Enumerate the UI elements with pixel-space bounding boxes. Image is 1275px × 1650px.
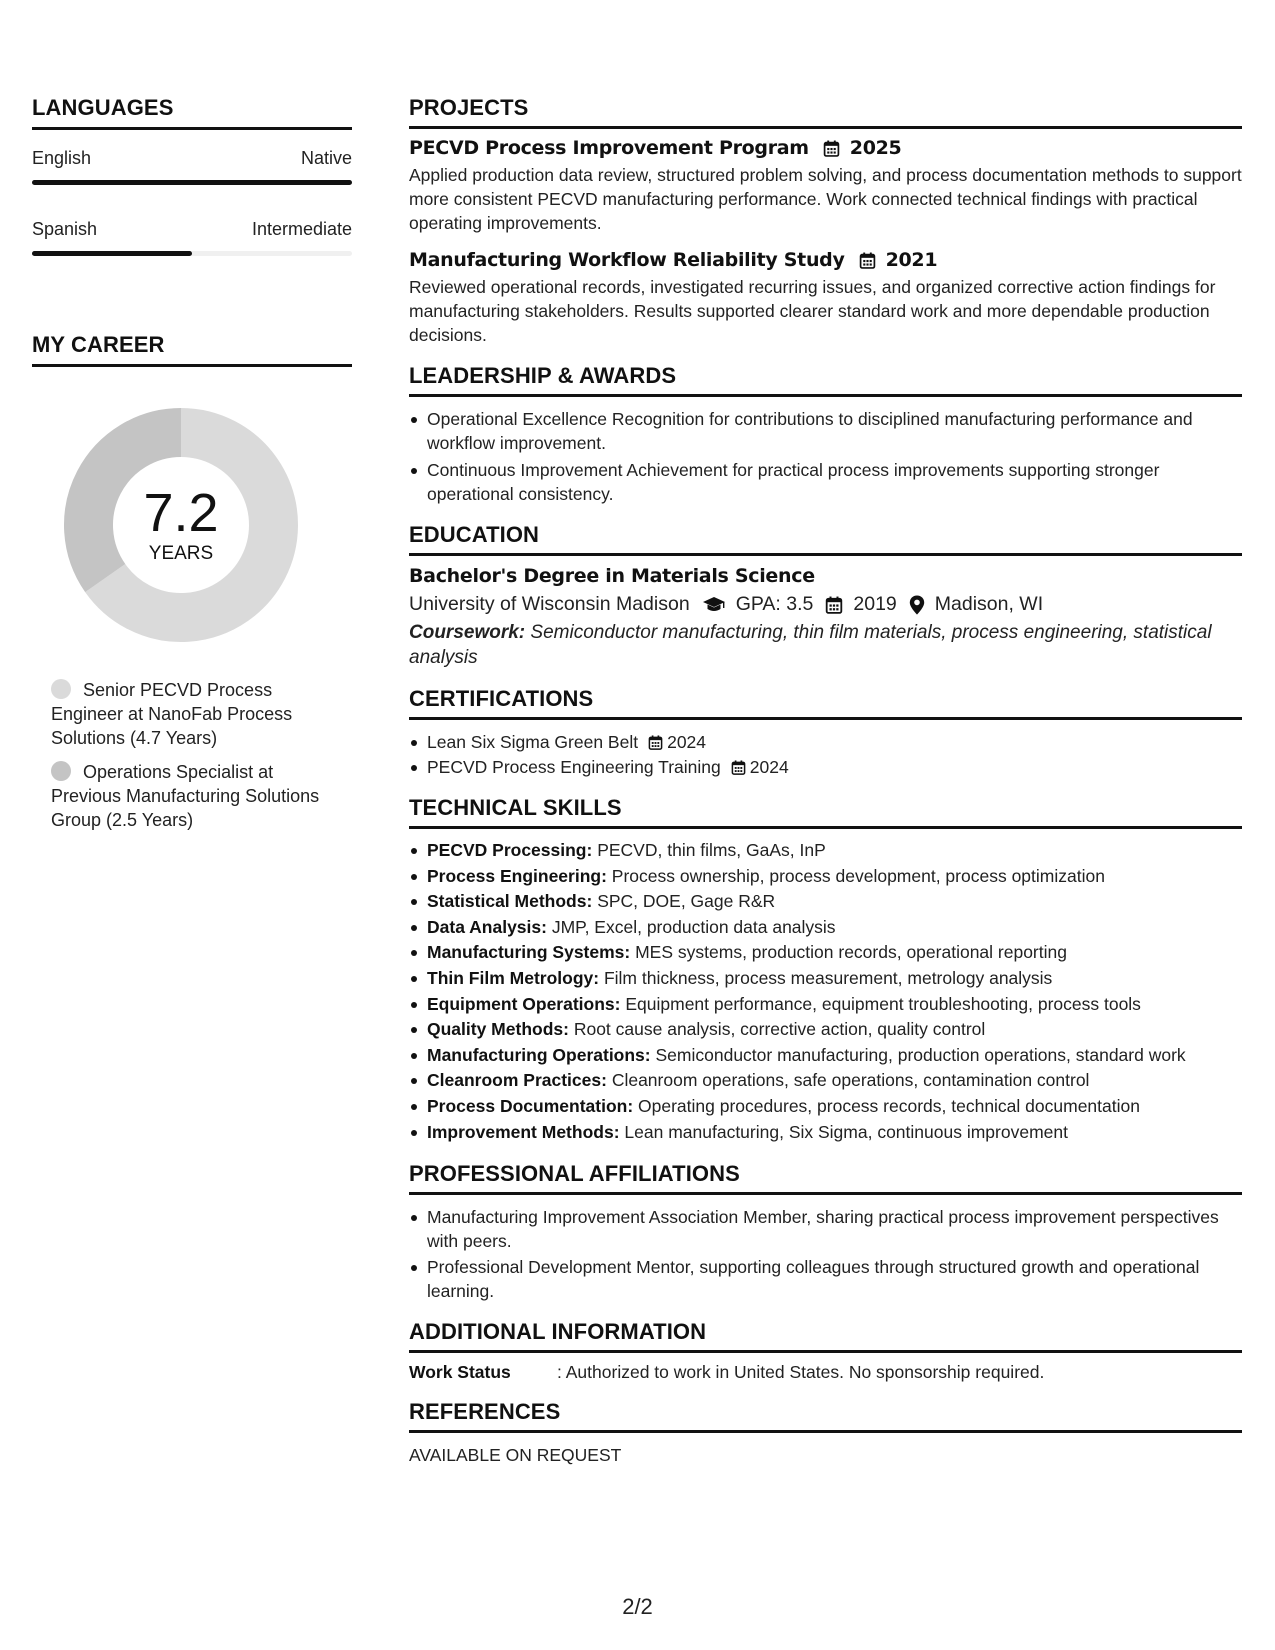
list-item xyxy=(409,1017,1242,1043)
skill-label: Quality Methods: xyxy=(427,1019,569,1040)
skill-label: Equipment Operations: xyxy=(427,993,621,1014)
coursework-label: Coursework: xyxy=(409,622,526,643)
graduation-cap-icon xyxy=(702,596,726,614)
skill-value: Cleanroom operations, safe operations, contamination control xyxy=(611,1070,1090,1091)
education-degree: Bachelor's Degree in Materials Science xyxy=(409,565,815,587)
certification-name: Lean Six Sigma Green Belt xyxy=(427,732,639,752)
list-item xyxy=(409,838,1242,864)
language-bar xyxy=(32,180,352,185)
work-status-row xyxy=(409,1362,1242,1383)
certifications-section xyxy=(409,686,1242,779)
skills-title: TECHNICAL SKILLS xyxy=(409,795,1242,829)
project-year: 2021 xyxy=(885,249,938,271)
project-description: Applied production data review, structured problem solving, and process documentation methods to support more consistent PECVD manufacturing performance. Work connected technical findings with practical operating improvements. xyxy=(409,165,1242,233)
skill-value: MES systems, production records, operational reporting xyxy=(635,942,1067,963)
calendar-icon xyxy=(731,760,746,775)
education-location: Madison, WI xyxy=(934,593,1044,615)
career-legend-label: Senior PECVD Process Engineer at NanoFab Process Solutions (4.7 Years) xyxy=(51,680,293,748)
skill-label: Statistical Methods: xyxy=(427,891,593,912)
coursework-text: Semiconductor manufacturing, thin film materials, process engineering, statistical analysis xyxy=(409,622,1212,668)
list-item xyxy=(409,1068,1242,1094)
language-name: English xyxy=(32,148,92,168)
legend-dot xyxy=(51,761,71,781)
project-item xyxy=(409,137,1242,235)
education-gpa: GPA: 3.5 xyxy=(735,593,814,615)
career-title: MY CAREER xyxy=(32,332,352,367)
project-item xyxy=(409,249,1242,347)
legend-dot xyxy=(51,679,71,699)
language-item xyxy=(32,219,352,256)
language-name: Spanish xyxy=(32,219,98,239)
certification-name: PECVD Process Engineering Training xyxy=(427,757,721,777)
list-item xyxy=(409,915,1242,941)
education-year: 2019 xyxy=(853,593,897,615)
additional-title: ADDITIONAL INFORMATION xyxy=(409,1319,1242,1353)
certifications-title: CERTIFICATIONS xyxy=(409,686,1242,720)
calendar-icon xyxy=(825,596,843,614)
references-section xyxy=(409,1399,1242,1466)
list-item xyxy=(409,730,1242,754)
list-item xyxy=(409,889,1242,915)
list-item xyxy=(409,992,1242,1018)
language-bar-fill xyxy=(32,251,192,256)
language-level: Native xyxy=(300,148,352,168)
list-item xyxy=(409,864,1242,890)
references-title: REFERENCES xyxy=(409,1399,1242,1433)
affiliations-title: PROFESSIONAL AFFILIATIONS xyxy=(409,1161,1242,1195)
sidebar xyxy=(32,95,352,842)
skill-value: PECVD, thin films, GaAs, InP xyxy=(597,840,826,860)
skill-label: Manufacturing Systems: xyxy=(427,942,631,963)
career-legend xyxy=(51,678,321,832)
leadership-section xyxy=(409,363,1242,506)
main-content xyxy=(409,95,1242,1466)
skill-value: Process ownership, process development, process optimization xyxy=(611,865,1105,886)
education-coursework xyxy=(409,620,1242,670)
list-item xyxy=(409,1094,1242,1120)
leadership-title: LEADERSHIP & AWARDS xyxy=(409,363,1242,397)
language-bar xyxy=(32,251,352,256)
list-item: Manufacturing Improvement Association Member, sharing practical process improvement perspectives with peers. xyxy=(409,1205,1242,1253)
list-item xyxy=(409,940,1242,966)
skill-value: Operating procedures, process records, technical documentation xyxy=(638,1095,1140,1116)
skill-label: Process Documentation: xyxy=(427,1095,634,1116)
list-item xyxy=(409,1120,1242,1146)
work-status-value: : Authorized to work in United States. No sponsorship required. xyxy=(557,1362,1045,1383)
career-donut-chart xyxy=(56,400,306,650)
calendar-icon xyxy=(823,140,840,157)
education-section xyxy=(409,522,1242,670)
references-text: AVAILABLE ON REQUEST xyxy=(409,1445,622,1466)
projects-title: PROJECTS xyxy=(409,95,1242,129)
list-item: Continuous Improvement Achievement for practical process improvements supporting stronger operational consistency. xyxy=(409,458,1242,506)
language-level: Intermediate xyxy=(251,219,352,239)
skill-label: PECVD Processing: xyxy=(427,840,593,860)
languages-title: LANGUAGES xyxy=(32,95,352,130)
certification-year: 2024 xyxy=(667,732,707,752)
project-name: PECVD Process Improvement Program xyxy=(409,137,809,159)
skill-value: SPC, DOE, Gage R&R xyxy=(597,891,776,912)
page-number: 2/2 xyxy=(622,1594,653,1619)
career-legend-item xyxy=(51,760,321,832)
skill-value: JMP, Excel, production data analysis xyxy=(551,916,836,937)
project-description: Reviewed operational records, investigated recurring issues, and organized corrective action findings for manufacturing stakeholders. Results supported clearer standard work and more dependable production decisions. xyxy=(409,277,1216,345)
calendar-icon xyxy=(859,252,876,269)
skill-value: Semiconductor manufacturing, production operations, standard work xyxy=(655,1044,1186,1065)
project-name: Manufacturing Workflow Reliability Study xyxy=(409,249,845,271)
skill-label: Data Analysis: xyxy=(427,916,547,937)
skill-value: Lean manufacturing, Six Sigma, continuous improvement xyxy=(624,1121,1068,1142)
skills-section xyxy=(409,795,1242,1145)
project-year: 2025 xyxy=(849,137,902,159)
skill-label: Process Engineering: xyxy=(427,865,607,886)
education-school: University of Wisconsin Madison xyxy=(409,593,690,615)
work-status-label: Work Status xyxy=(409,1362,511,1383)
list-item: Professional Development Mentor, supporting colleagues through structured growth and operational learning. xyxy=(409,1255,1242,1303)
additional-section xyxy=(409,1319,1242,1383)
certification-year: 2024 xyxy=(749,757,789,777)
list-item xyxy=(409,755,1242,779)
career-total-unit: YEARS xyxy=(148,543,214,564)
skill-label: Manufacturing Operations: xyxy=(427,1044,651,1065)
skill-value: Root cause analysis, corrective action, quality control xyxy=(573,1019,986,1040)
calendar-icon xyxy=(648,735,663,750)
location-pin-icon xyxy=(909,595,925,615)
language-item xyxy=(32,148,352,185)
list-item xyxy=(409,966,1242,992)
career-legend-item xyxy=(51,678,321,750)
affiliations-section xyxy=(409,1161,1242,1303)
career-legend-label: Operations Specialist at Previous Manufacturing Solutions Group (2.5 Years) xyxy=(51,762,320,830)
list-item xyxy=(409,1043,1242,1069)
education-title: EDUCATION xyxy=(409,522,1242,556)
skill-label: Thin Film Metrology: xyxy=(427,967,600,988)
skill-value: Equipment performance, equipment troubleshooting, process tools xyxy=(625,993,1141,1014)
skill-value: Film thickness, process measurement, metrology analysis xyxy=(603,967,1053,988)
language-bar-fill xyxy=(32,180,352,185)
skill-label: Improvement Methods: xyxy=(427,1121,620,1142)
career-total-years: 7.2 xyxy=(143,483,219,543)
list-item: Operational Excellence Recognition for contributions to disciplined manufacturing performance and workflow improvement. xyxy=(409,407,1242,455)
skill-label: Cleanroom Practices: xyxy=(427,1070,607,1091)
